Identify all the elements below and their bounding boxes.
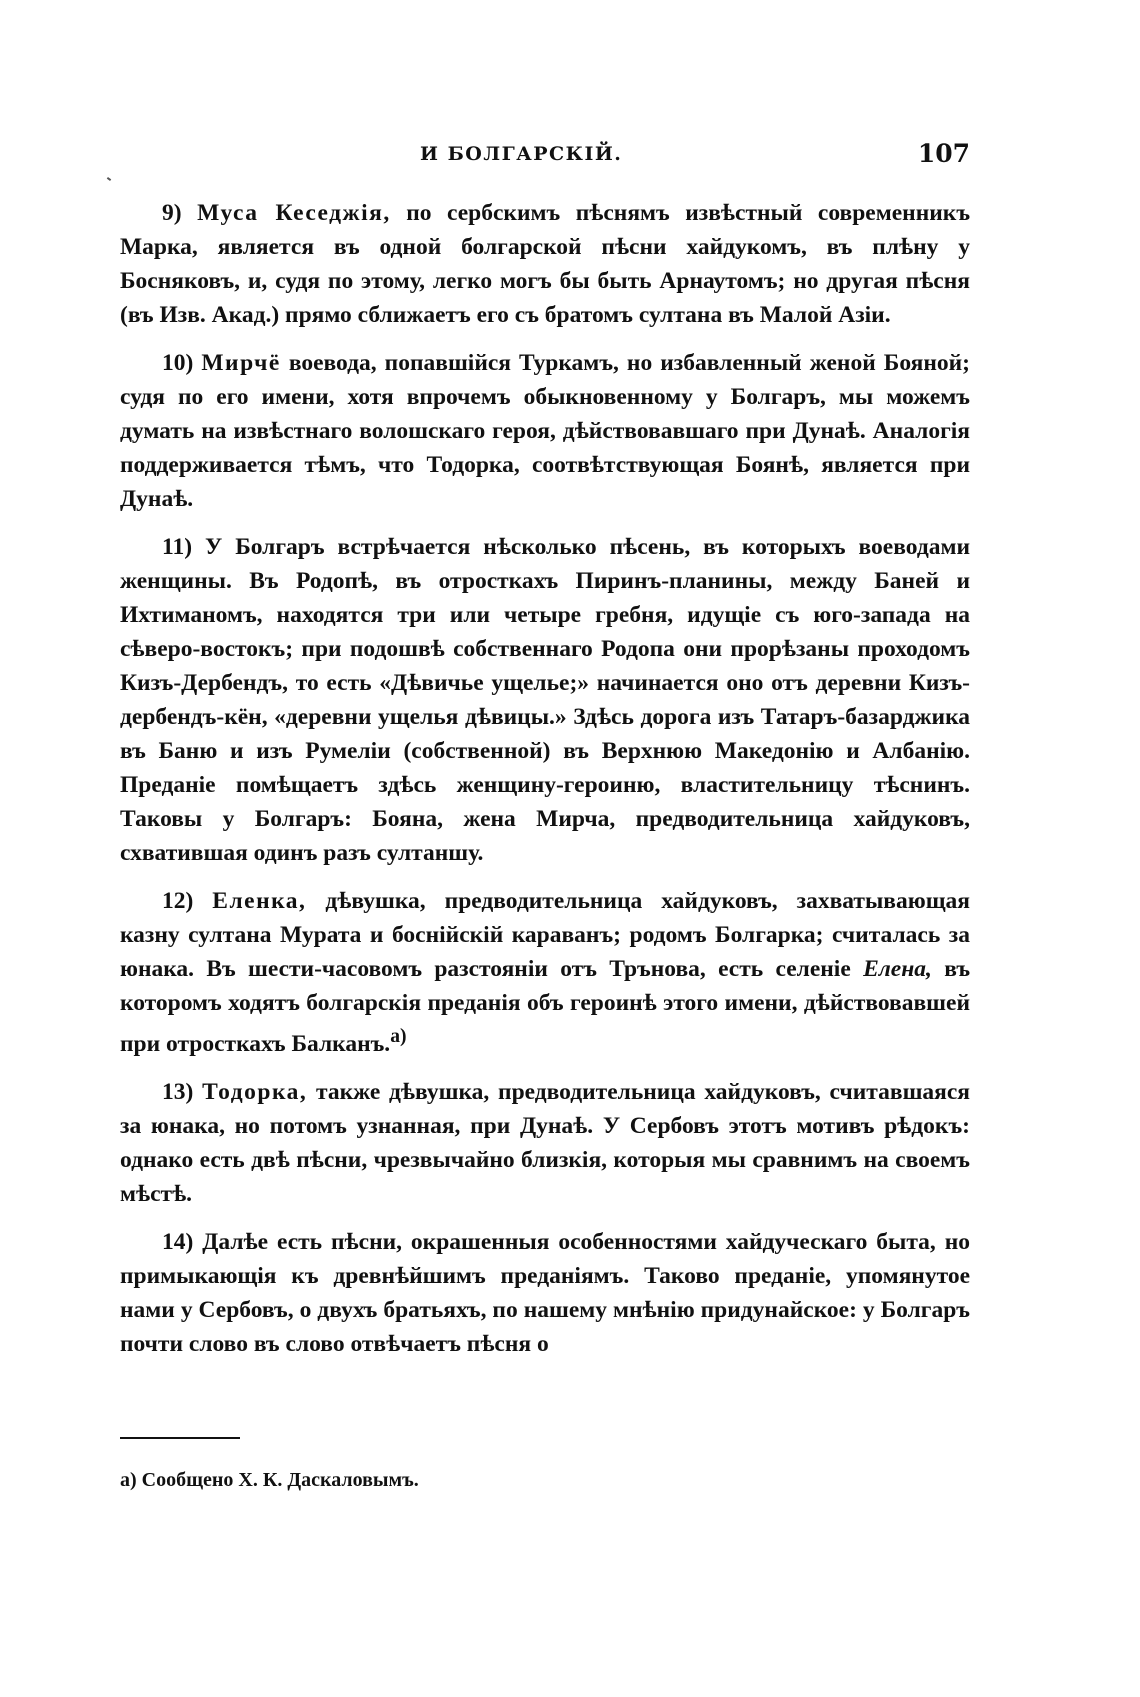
paragraph-lead: Еленка, bbox=[212, 888, 307, 914]
footnote-text: Сообщено Х. К. Даскаловымъ. bbox=[141, 1469, 419, 1491]
paragraph-number: 12) bbox=[162, 888, 194, 914]
paragraph-text: въ которомъ ходятъ болгарскія преданія объ героинѣ этого имени, дѣйствовавшей при отросткахъ Балканъ. bbox=[120, 956, 971, 1057]
footnote bbox=[120, 1466, 970, 1494]
paragraph-number: 9) bbox=[162, 200, 182, 226]
paragraph-9 bbox=[120, 196, 970, 332]
paragraph-12 bbox=[120, 884, 970, 1061]
body-text bbox=[120, 196, 970, 1375]
paragraph-text: воевода, попавшійся Туркамъ, но избавленный женой Бояной; судя по его имени, хотя впрочемъ обыкновенному у Болгаръ, мы можемъ думать на извѣстнаго волошскаго героя, дѣйствовавшаго при Дунаѣ. Аналогія поддерживается тѣмъ, что Тодорка, соотвѣтствующая Боянѣ, является при Дунаѣ. bbox=[120, 350, 970, 512]
stray-ink-mark bbox=[107, 177, 111, 181]
paragraph-13 bbox=[120, 1075, 970, 1211]
paragraph-lead: Муса Кеседжія, bbox=[197, 200, 391, 226]
paragraph-lead: Тодорка, bbox=[202, 1078, 308, 1105]
paragraph-number: 11) bbox=[162, 534, 193, 560]
paragraph-number: 10) bbox=[162, 350, 194, 376]
page-number: 107 bbox=[917, 139, 970, 168]
paragraph-number: 14) bbox=[162, 1228, 194, 1255]
paragraph-11 bbox=[120, 530, 970, 870]
paragraph-text: также дѣвушка, предводительница хайдуковъ, считавшаяся за юнака, но потомъ узнанная, при Дунаѣ. У Сербовъ этотъ мотивъ рѣдокъ: однако есть двѣ пѣсни, чрезвычайно близкія, которыя мы сравнимъ на своемъ мѣстѣ. bbox=[120, 1078, 971, 1207]
paragraph-text: Далѣе есть пѣсни, окрашенныя особенностями хайдуческаго быта, но примыкающія къ древнѣйшимъ преданіямъ. Таково преданіе, упомянутое нами у Сербовъ, о двухъ братьяхъ, по нашему мнѣнію придунайское: у Болгаръ почти слово въ слово отвѣчаетъ пѣсня о bbox=[120, 1228, 970, 1357]
running-head bbox=[120, 139, 970, 175]
paragraph-14 bbox=[120, 1225, 970, 1361]
paragraph-10 bbox=[120, 346, 970, 516]
paragraph-number: 13) bbox=[162, 1078, 194, 1105]
paragraph-italic-text: Елена, bbox=[863, 956, 932, 982]
paragraph-text: по сербскимъ пѣснямъ извѣстный современникъ Марка, является въ одной болгарской пѣсни хайдукомъ, въ плѣну у Босняковъ, и, судя по этому, легко могъ бы быть Арнаутомъ; но другая пѣсня (въ Изв. Акад.) прямо сближаетъ его съ братомъ султана въ Малой Азіи. bbox=[120, 200, 971, 328]
paragraph-lead: Мирчё bbox=[201, 350, 281, 376]
footnote-rule bbox=[120, 1437, 240, 1439]
paragraph-text: У Болгаръ встрѣчается нѣсколько пѣсень, въ которыхъ воеводами женщины. Въ Родопѣ, въ отросткахъ Пиринъ-планины, между Баней и Ихтиманомъ, находятся три или четыре гребня, идущіе съ юго-запада на сѣверо-востокъ; при подошвѣ собственнаго Родопа они прорѣзаны проходомъ Кизъ-Дербендъ, то есть «Дѣвичье ущелье;» начинается оно отъ деревни Кизъ-дербендъ-кён, «деревни ущелья дѣвицы.» Здѣсь дорога изъ Татаръ-базарджика въ Баню и изъ Румеліи (собственной) въ Верхнюю Македонію и Албанію. Преданіе помѣщаетъ здѣсь женщину-героиню, властительницу тѣснинъ. Таковы у Болгаръ: Бояна, жена Мирча, предводительница хайдуковъ, схватившая одинъ разъ султаншу. bbox=[120, 534, 971, 866]
footnote-reference[interactable]: а) bbox=[390, 1026, 407, 1047]
running-title: И БОЛГАРСКІЙ. bbox=[420, 143, 623, 165]
paragraph-text: дѣвушка, предводительница хайдуковъ, захватывающая казну султана Мурата и боснійскій караванъ; родомъ Болгарка; считалась за юнака. Въ шести-часовомъ разстояніи отъ Трънова, есть селеніе bbox=[120, 888, 970, 982]
footnote-marker: а) bbox=[120, 1469, 137, 1491]
